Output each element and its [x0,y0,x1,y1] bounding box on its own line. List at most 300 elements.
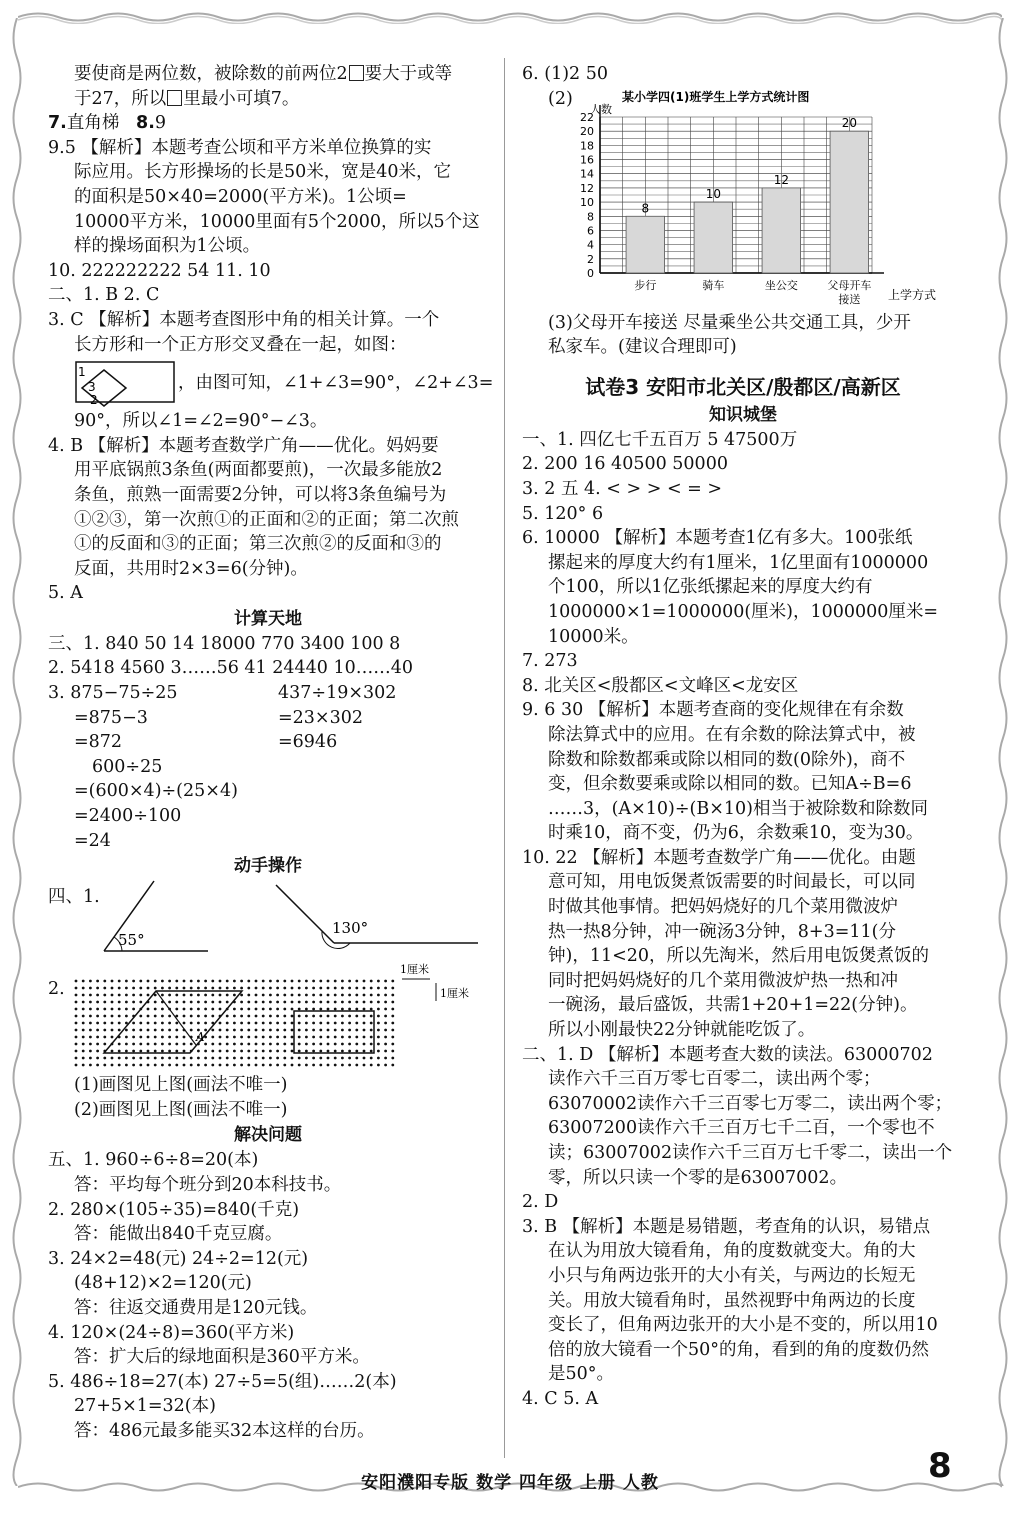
grid-dot [312,1015,315,1018]
grid-dot [377,1050,380,1053]
grid-dot [226,1022,229,1025]
section-heading: 知识城堡 [709,404,777,425]
grid-dot [327,1036,330,1039]
right-column [522,62,964,1412]
bar-chart-block [522,87,964,311]
grid-dot [103,1036,106,1039]
section-heading: 动手操作 [234,856,302,877]
grid-dot [291,1022,294,1025]
grid-dot [262,1057,265,1060]
answer-line: 10. 222222222 54 11. 10 [48,260,271,281]
grid-dot [82,980,85,983]
grid-dot [319,1008,322,1011]
grid-dot [82,1001,85,1004]
grid-dot [103,994,106,997]
grid-dot [377,1015,380,1018]
grid-dot [312,1036,315,1039]
grid-dot [139,1064,142,1067]
grid-dot [96,980,99,983]
grid-dot [291,1029,294,1032]
answer-line: 热一热8分钟，冲一碗汤3分钟，8+3=11(分 [548,921,896,942]
grid-dot [132,987,135,990]
grid-dot [211,1036,214,1039]
grid-dot [132,1001,135,1004]
grid-dot [132,980,135,983]
answer-line: 8. 北关区<殷都区<文峰区<龙安区 [522,675,799,696]
grid-dot [183,1001,186,1004]
grid-dot [226,1064,229,1067]
grid-dot [377,1001,380,1004]
grid-dot [276,980,279,983]
grid-dot [348,1043,351,1046]
answer-line: 6. 10000 【解析】本题考查1亿有多大。100张纸 [522,528,913,549]
grid-dot [341,1043,344,1046]
grid-dot [118,1022,121,1025]
grid-dot [190,980,193,983]
grid-dot [341,1064,344,1067]
grid-dot [384,1015,387,1018]
grid-dot [276,1036,279,1039]
grid-dot [363,1043,366,1046]
dot-grid [68,961,478,1071]
x-tick-label: 接送 [838,292,861,306]
grid-dot [211,980,214,983]
grid-dot [103,1008,106,1011]
grid-dot [377,1022,380,1025]
grid-dot [255,980,258,983]
grid-dot [319,1036,322,1039]
grid-dot [348,1015,351,1018]
grid-dot [355,1022,358,1025]
grid-dot [276,1050,279,1053]
grid-dot [262,1008,265,1011]
grid-dot [111,1057,114,1060]
grid-dot [348,980,351,983]
grid-dot [334,1022,337,1025]
grid-dot [175,1036,178,1039]
answer-line: 5. 120° 6 [522,503,604,524]
grid-dot [161,994,164,997]
grid-dot [125,1015,128,1018]
grid-dot [175,1029,178,1032]
answer-line: 零，所以只读一个零的是63007002。 [548,1167,848,1188]
grid-dot [384,1022,387,1025]
grid-dot [168,980,171,983]
answer-line: 个100，所以1亿张纸摞起来的厚度大约有 [548,577,873,598]
grid-dot [247,987,250,990]
grid-dot [96,1050,99,1053]
answer-line: 答：扩大后的绿地面积是360平方米。 [74,1347,370,1368]
answer-line: 变长了，但角两边张开的大小是不变的，所以用10 [548,1315,938,1336]
grid-dot [89,1008,92,1011]
grid-dot [233,1029,236,1032]
grid-dot [247,1022,250,1025]
grid-dot [75,987,78,990]
grid-dot [103,1001,106,1004]
grid-dot [118,1064,121,1067]
y-tick-label: 18 [580,138,594,152]
grid-dot [262,994,265,997]
grid-dot [312,994,315,997]
grid-dot [355,1057,358,1060]
grid-dot [175,1001,178,1004]
grid-dot [168,1050,171,1053]
grid-dot [355,1064,358,1067]
grid-dot [89,1029,92,1032]
grid-dot [370,1029,373,1032]
blank-box-icon [167,90,182,106]
grid-dot [319,980,322,983]
grid-dot [111,1008,114,1011]
answer-line: 5. A [48,583,83,604]
svg-text:1: 1 [78,365,86,380]
grid-dot [82,1050,85,1053]
grid-dot [319,1050,322,1053]
x-tick-label: 父母开车 [827,278,872,292]
grid-dot [96,994,99,997]
grid-dot [283,1050,286,1053]
grid-dot [226,1029,229,1032]
grid-dot [82,994,85,997]
grid-dot [75,1057,78,1060]
grid-dot [118,1001,121,1004]
grid-dot [125,1043,128,1046]
grid-dot [118,1057,121,1060]
answer-line: 答：486元最多能买32本这样的台历。 [74,1420,375,1441]
grid-dot [327,1043,330,1046]
grid-dot [233,1022,236,1025]
answer-line: 关。用放大镜看角时，虽然视野中角两边的长度 [548,1290,916,1311]
grid-dot [75,1036,78,1039]
grid-dot [363,1057,366,1060]
grid-dot [363,1022,366,1025]
blank-box-icon [349,65,364,81]
grid-dot [262,1029,265,1032]
grid-dot [219,980,222,983]
data-label: 10 [705,186,721,201]
grid-dot [161,1064,164,1067]
answer-line: 三、1. 840 50 14 18000 770 3400 100 8 [48,633,401,654]
grid-dot [82,1008,85,1011]
answer-line: (48+12)×2=120(元) [74,1273,252,1294]
grid-dot [233,994,236,997]
grid-dot [125,1001,128,1004]
page-footer: 安阳濮阳专版 数学 四年级 上册 人教 [361,1473,659,1493]
grid-dot [204,994,207,997]
grid-dot [370,994,373,997]
grid-dot [363,980,366,983]
grid-dot [125,1050,128,1053]
answer-line: 时乘10，商不变，仍为6，余数乘10，变为30。 [548,823,924,844]
y-tick-label: 8 [587,209,594,223]
grid-dot [391,1001,394,1004]
grid-dot [183,980,186,983]
grid-dot [89,1043,92,1046]
grid-dot [291,1015,294,1018]
grid-dot [197,1022,200,1025]
answer-line: 所以小刚最快22分钟就能吃饭了。 [548,1020,816,1041]
grid-dot [89,1064,92,1067]
grid-dot [190,1064,193,1067]
answer-line: 的面积是50×40=2000(平方米)。1公顷= [74,186,407,207]
answer-line: 反面，共用时2×3=6(分钟)。 [74,558,308,579]
grid-dot [283,1057,286,1060]
grid-dot [283,1022,286,1025]
grid-dot [147,994,150,997]
grid-dot [291,980,294,983]
grid-dot [355,1015,358,1018]
grid-dot [118,1008,121,1011]
grid-dot [283,1008,286,1011]
grid-dot [377,987,380,990]
grid-dot [190,1057,193,1060]
grid-dot [154,1008,157,1011]
grid-dot [305,1015,308,1018]
grid-dot [240,980,243,983]
grid-dot [147,1029,150,1032]
grid-dot [103,1043,106,1046]
grid-dot [233,1057,236,1060]
data-label: 12 [773,172,789,187]
grid-dot [161,1043,164,1046]
grid-dot [139,1050,142,1053]
grid-dot [211,994,214,997]
answer-line: 4. B 【解析】本题考查数学广角——优化。妈妈要 [48,435,439,456]
grid-dot [312,987,315,990]
grid-dot [204,1022,207,1025]
grid-dot [319,987,322,990]
grid-dot [103,1064,106,1067]
grid-dot [147,980,150,983]
grid-dot [111,994,114,997]
grid-dot [183,1015,186,1018]
grid-dot [219,1036,222,1039]
grid-dot [341,1050,344,1053]
grid-dot [96,1064,99,1067]
grid-dot [247,1029,250,1032]
grid-dot [291,1008,294,1011]
calc-line: =24 [74,830,111,851]
answer-line: 7. 273 [522,651,578,672]
grid-dot [89,1036,92,1039]
grid-dot [355,1008,358,1011]
grid-dot [327,1064,330,1067]
grid-dot [240,1015,243,1018]
grid-dot [334,1050,337,1053]
grid-dot [269,1036,272,1039]
grid-dot [154,1050,157,1053]
grid-dot [341,1001,344,1004]
page-number: 8 [928,1446,952,1486]
grid-dot [111,1050,114,1053]
grid-dot [305,987,308,990]
answer-line: 除数和除数都乘或除以相同的数(0除外)，商不 [548,749,906,770]
grid-dot [111,987,114,990]
grid-dot [377,994,380,997]
grid-dot [391,980,394,983]
grid-dot [327,1022,330,1025]
angle-drawings [100,879,480,959]
grid-dot [377,1029,380,1032]
grid-dot [334,987,337,990]
grid-dot [269,1015,272,1018]
grid-dot [370,1043,373,1046]
grid-dot [305,1050,308,1053]
grid-dot [276,1008,279,1011]
answer-line: 四、1. [48,887,100,908]
grid-dot [334,1064,337,1067]
grid-dot [255,1001,258,1004]
grid-dot [240,1008,243,1011]
grid-dot [291,1064,294,1067]
calc-line: =875−3 [74,707,148,728]
grid-dot [319,1001,322,1004]
grid-dot [154,1022,157,1025]
grid-dot [391,1043,394,1046]
grid-dot [190,1001,193,1004]
answer-line: 在认为用放大镜看角，角的度数就变大。角的大 [548,1241,916,1262]
answer-line: 3. 2 五 4. < > > < = > [522,478,723,499]
angle-label-130: 130° [332,919,369,938]
grid-dot [262,1043,265,1046]
dot-grid-figure [48,961,488,1073]
grid-dot [363,1050,366,1053]
grid-dot [204,1064,207,1067]
answer-line: 摞起来的厚度大约有1厘米，1亿里面有1000000 [548,552,929,573]
svg-text:2: 2 [90,393,98,408]
grid-dot [262,1036,265,1039]
grid-dot [247,1057,250,1060]
grid-dot [247,1001,250,1004]
grid-dot [327,1050,330,1053]
grid-dot [89,1057,92,1060]
grid-dot [276,987,279,990]
grid-dot [204,1050,207,1053]
grid-dot [233,1036,236,1039]
grid-dot [226,987,229,990]
grid-dot [247,994,250,997]
grid-dot [197,1064,200,1067]
grid-dot [319,1057,322,1060]
grid-dot [355,980,358,983]
grid-dot [255,987,258,990]
answer-line: 除法算式中的应用。在有余数的除法算式中，被 [548,724,916,745]
rect-square-figure [74,358,178,408]
grid-dot [132,1022,135,1025]
answer-line: 要使商是两位数，被除数的前两位2 要大于或等 [74,64,453,84]
grid-dot [262,987,265,990]
grid-dot [283,987,286,990]
grid-dot [125,980,128,983]
grid-dot [161,987,164,990]
grid-dot [125,1029,128,1032]
grid-dot [139,994,142,997]
grid-dot [219,1043,222,1046]
answer-line: ①②③，第一次煎①的正面和②的正面；第二次煎 [74,509,459,530]
grid-dot [139,1015,142,1018]
grid-dot [298,1029,301,1032]
y-tick-label: 0 [587,266,594,280]
left-column [48,62,494,1444]
grid-dot [298,987,301,990]
grid-dot [147,1015,150,1018]
grid-dot [269,1008,272,1011]
grid-dot [240,1043,243,1046]
grid-dot [89,980,92,983]
grid-dot [183,1064,186,1067]
answer-line: 27+5×1=32(本) [74,1396,216,1417]
grid-dot [327,994,330,997]
grid-dot [154,1001,157,1004]
data-label: 20 [841,115,857,130]
grid-dot [75,1022,78,1025]
grid-dot [118,1043,121,1046]
answer-line: 7.直角梯 8.9 [48,113,166,134]
grid-dot [154,1043,157,1046]
grid-dot [219,1057,222,1060]
grid-dot [219,1022,222,1025]
answer-line: 63070002读作六千三百零七万零二，读出两个零； [548,1093,953,1114]
grid-dot [283,1001,286,1004]
grid-dot [355,994,358,997]
grid-dot [391,1015,394,1018]
grid-dot [355,1036,358,1039]
grid-dot [262,1064,265,1067]
grid-dot [384,1029,387,1032]
grid-dot [82,1043,85,1046]
grid-dot [147,1036,150,1039]
grid-dot [168,1036,171,1039]
grid-dot [211,1043,214,1046]
grid-dot [75,1043,78,1046]
grid-dot [226,980,229,983]
grid-dot [139,1036,142,1039]
grid-dot [341,1008,344,1011]
answer-line: 一、1. 四亿七千五百万 5 47500万 [522,429,798,450]
grid-dot [334,994,337,997]
grid-dot [276,1064,279,1067]
grid-dot [276,1015,279,1018]
answer-line: 时做其他事情。把妈妈烧好的几个菜用微波炉 [548,897,898,918]
answer-line: 90°，所以∠1=∠2=90°−∠3。 [74,411,328,432]
grid-dot [183,1036,186,1039]
grid-dot [269,1022,272,1025]
bar [830,131,869,273]
grid-dot [175,1022,178,1025]
grid-dot [391,1050,394,1053]
column-divider [504,58,505,1458]
grid-dot [82,1057,85,1060]
grid-dot [341,1036,344,1039]
grid-dot [197,1001,200,1004]
grid-dot [355,1029,358,1032]
grid-dot [226,994,229,997]
grid-dot [384,994,387,997]
grid-dot [291,987,294,990]
grid-dot [154,1029,157,1032]
grid-dot [240,1057,243,1060]
grid-dot [103,1015,106,1018]
answer-line: 长方形和一个正方形交叉叠在一起，如图： [74,334,407,355]
grid-dot [247,1036,250,1039]
y-tick-label: 6 [587,224,594,238]
grid-dot [219,987,222,990]
grid-dot [334,1001,337,1004]
grid-dot [312,1022,315,1025]
grid-dot [247,1064,250,1067]
grid-dot [334,1043,337,1046]
grid-dot [183,1050,186,1053]
